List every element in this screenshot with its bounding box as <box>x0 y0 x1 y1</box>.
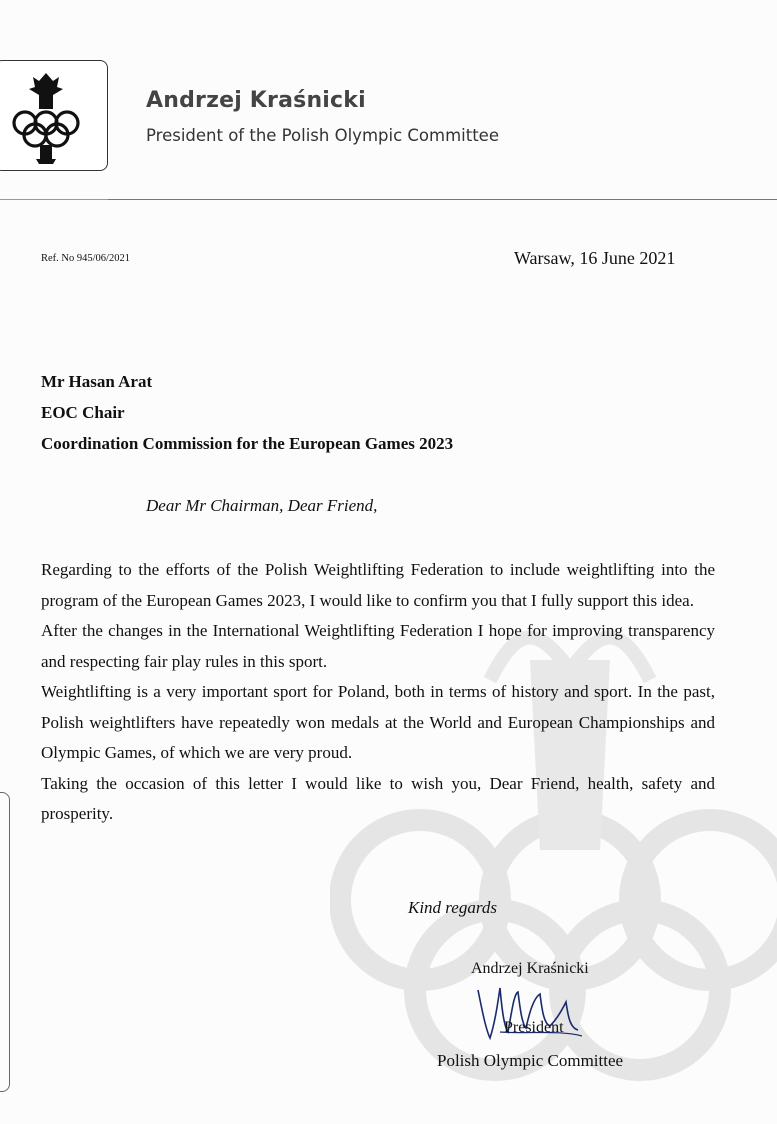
recipient-name: Mr Hasan Arat <box>41 372 153 391</box>
signatory-title: President <box>504 1019 564 1036</box>
body-paragraph: Regarding to the efforts of the Polish Weightlifting Federation to include weightlifting into the program of the European Games 2023, I would like to confirm you that I fully support this idea. <box>41 560 715 610</box>
body-paragraph: After the changes in the International Weightlifting Federation I hope for improving transparency and respecting fair play rules in this sport. <box>41 621 715 671</box>
salutation: Dear Mr Chairman, Dear Friend, <box>146 496 378 515</box>
body-paragraph: Weightlifting is a very important sport for Poland, both in terms of history and sport. In the past, Polish weightlifters have repeatedly won medals at the World and European Championships and Olympic Games, of which we are very proud. <box>41 682 715 762</box>
recipient-position: EOC Chair <box>41 403 125 422</box>
letter-body <box>41 555 715 830</box>
body-paragraph: Taking the occasion of this letter I would like to wish you, Dear Friend, health, safety and prosperity. <box>41 773 715 823</box>
logo-frame <box>0 60 108 171</box>
signatory-name: Andrzej Kraśnicki <box>471 960 589 977</box>
header-divider <box>108 199 777 200</box>
recipient-organization: Coordination Commission for the European Games 2023 <box>41 434 454 453</box>
closing: Kind regards <box>408 898 497 917</box>
letter-date: Warsaw, 16 June 2021 <box>514 248 676 268</box>
letterhead-title: President of the Polish Olympic Committee <box>146 126 499 145</box>
letterhead-name: Andrzej Kraśnicki <box>146 88 366 113</box>
reference-number: Ref. No 945/06/2021 <box>41 253 130 264</box>
binding-mark <box>0 792 10 1092</box>
polish-olympic-eagle-logo <box>9 67 83 167</box>
signatory-organization: Polish Olympic Committee <box>437 1051 624 1070</box>
header-divider-left <box>0 199 108 200</box>
